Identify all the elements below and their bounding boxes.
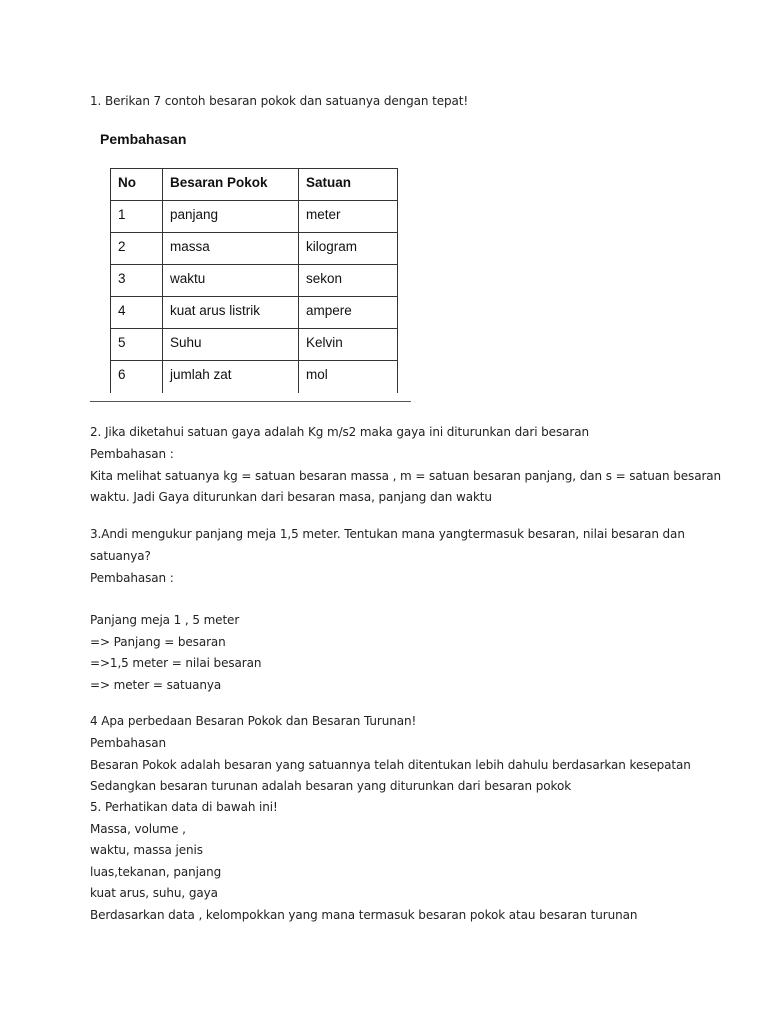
cell-besaran: Suhu (163, 329, 299, 361)
table-row (111, 233, 398, 265)
cell-besaran: jumlah zat (163, 361, 299, 393)
q3-answer-line-1: Panjang meja 1 , 5 meter (90, 613, 240, 627)
header-satuan: Satuan (299, 169, 398, 201)
cell-besaran: panjang (163, 201, 299, 233)
q5-instruction: Berdasarkan data , kelompokkan yang mana termasuk besaran pokok atau besaran turunan (90, 908, 638, 922)
cell-satuan: ampere (299, 297, 398, 329)
q5-data-line-4: kuat arus, suhu, gaya (90, 886, 218, 900)
table-row (111, 297, 398, 329)
question-3-line-2: satuanya? (90, 549, 151, 563)
question-3-line-1: 3.Andi mengukur panjang meja 1,5 meter. Tentukan mana yangtermasuk besaran, nilai besaran dan (90, 527, 685, 541)
cell-besaran: massa (163, 233, 299, 265)
q3-answer-line-3: =>1,5 meter = nilai besaran (90, 656, 262, 670)
cell-no: 3 (111, 265, 163, 297)
q2-answer-line-1: Kita melihat satuanya kg = satuan besaran massa , m = satuan besaran panjang, dan s = satuan besaran (90, 469, 722, 483)
table-row (111, 201, 398, 233)
cell-no: 5 (111, 329, 163, 361)
cell-satuan: kilogram (299, 233, 398, 265)
header-besaran-pokok: Besaran Pokok (163, 169, 299, 201)
header-no: No (111, 169, 163, 201)
besaran-table (110, 168, 398, 393)
q2-pembahasan-label: Pembahasan : (90, 447, 174, 461)
cell-no: 6 (111, 361, 163, 393)
cell-satuan: Kelvin (299, 329, 398, 361)
table-row (111, 329, 398, 361)
q4-pembahasan-label: Pembahasan (90, 736, 167, 750)
cell-no: 4 (111, 297, 163, 329)
divider (90, 401, 411, 402)
q5-data-line-3: luas,tekanan, panjang (90, 865, 222, 879)
question-5: 5. Perhatikan data di bawah ini! (90, 800, 278, 814)
table-header-row (111, 169, 398, 201)
question-4: 4 Apa perbedaan Besaran Pokok dan Besaran Turunan! (90, 714, 417, 728)
question-1: 1. Berikan 7 contoh besaran pokok dan satuanya dengan tepat! (90, 94, 469, 108)
q2-answer-line-2: waktu. Jadi Gaya diturunkan dari besaran masa, panjang dan waktu (90, 490, 492, 504)
cell-no: 1 (111, 201, 163, 233)
table-row (111, 265, 398, 297)
q5-data-line-1: Massa, volume , (90, 822, 186, 836)
question-2: 2. Jika diketahui satuan gaya adalah Kg m/s2 maka gaya ini diturunkan dari besaran (90, 425, 589, 439)
cell-no: 2 (111, 233, 163, 265)
pembahasan-heading: Pembahasan (100, 131, 187, 147)
cell-satuan: sekon (299, 265, 398, 297)
table-row (111, 361, 398, 393)
cell-satuan: mol (299, 361, 398, 393)
q3-answer-line-4: => meter = satuanya (90, 678, 222, 692)
q3-pembahasan-label: Pembahasan : (90, 571, 174, 585)
q4-answer-line-2: Sedangkan besaran turunan adalah besaran yang diturunkan dari besaran pokok (90, 779, 572, 793)
q3-answer-line-2: => Panjang = besaran (90, 635, 226, 649)
q5-data-line-2: waktu, massa jenis (90, 843, 203, 857)
cell-satuan: meter (299, 201, 398, 233)
q4-answer-line-1: Besaran Pokok adalah besaran yang satuannya telah ditentukan lebih dahulu berdasarkan kesepatan (90, 758, 691, 772)
cell-besaran: kuat arus listrik (163, 297, 299, 329)
cell-besaran: waktu (163, 265, 299, 297)
